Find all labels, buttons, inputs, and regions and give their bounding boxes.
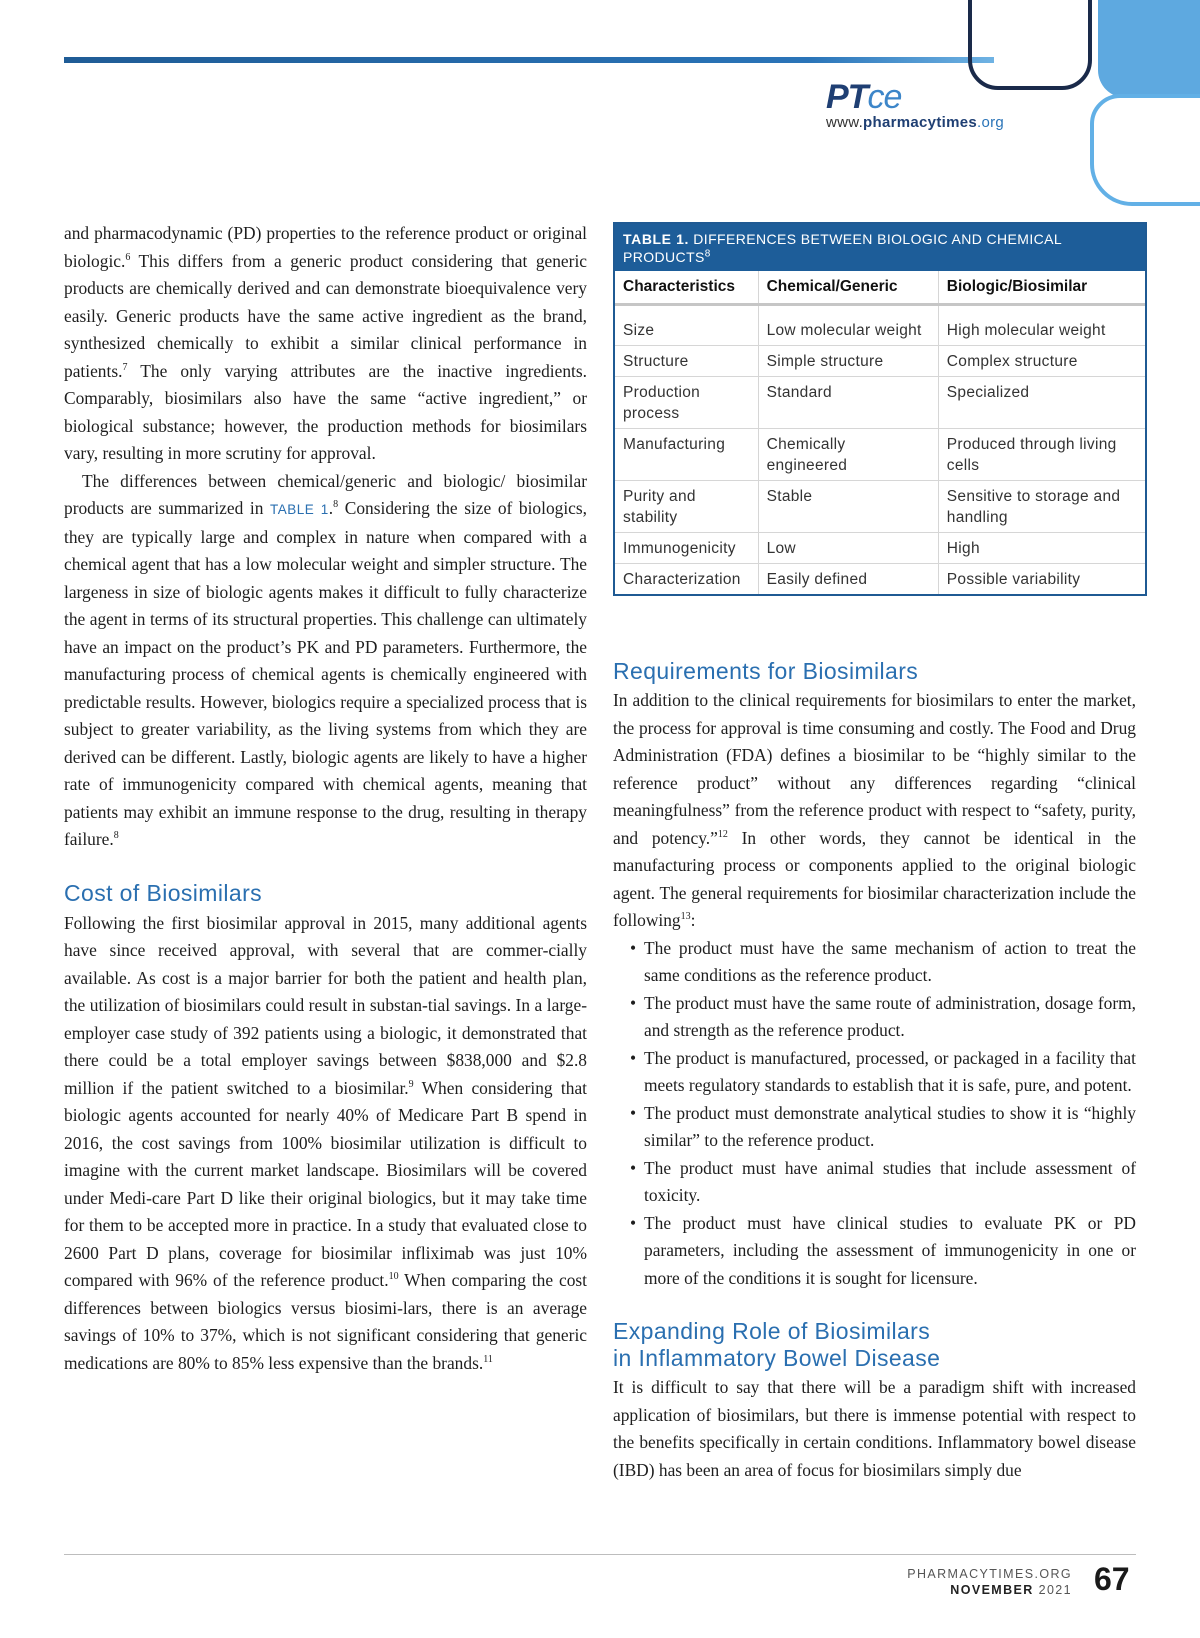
ptce-logo-mark: PTce [826,78,902,116]
requirements-list [613,935,1136,1293]
list-item: • The product must have the same route of administration, dosage form, and strength as the reference product. [630,990,1136,1045]
table-cell: Standard [758,377,938,429]
paragraph-requirements: In addition to the clinical requirements for biosimilars to enter the market, the process for approval is time consuming and costly. The Food and Drug Administration (FDA) defines a biosimilar to be “highly similar to the reference product” without any differences regarding “clinical meaningfulness” from the reference product with respect to “safety, purity, and potency.”$^{12}$ In other words, they cannot be identical in the manufacturing process or components applied to the original biologic agent. The general requirements for biosimilar characterization include the following$^{13}$: [613,690,1136,930]
table-caption: TABLE 1. DIFFERENCES BETWEEN BIOLOGIC AND CHEMICAL PRODUCTS$^8$ [615,224,1145,271]
footer-issue-date: NOVEMBER 2021 [950,1583,1072,1597]
table-header-row [615,271,1145,305]
table-row [615,564,1145,595]
table-cell: Low [758,533,938,564]
table-cell: High molecular weight [938,305,1145,346]
table-cell: Low molecular weight [758,305,938,346]
paragraph-cost: Following the first biosimilar approval in 2015, many additional agents have since received approval, with several that are commer-cially available. As cost is a major barrier for both the patient and health plan, the utilization of biosimilars could result in substan-tial savings. In a large-employer case study of 392 patients using a biologic, it demonstrated that there could be a total employer savings between $838,000 and $2.8 million if the patient switched to a biosimilar.$^9$ When considering that biologic agents accounted for nearly 40% of Medicare Part B spend in 2016, the cost savings from 100% biosimilar utilization is difficult to imagine with the current market landscape. Biosimilars will be covered under Medi-care Part D like their original biologics, but it may take time for them to be accepted more in practice. In a study that evaluated close to 2600 Part D plans, coverage for biosimilar infliximab was just 10% compared with 96% of the reference product.$^{10}$ When comparing the cost differences between biologics versus biosimi-lars, there is an average savings of 10% to 37%, which is not significant considering that generic medications are 80% to 85% less expensive than the brands.$^{11}$ [64,912,588,1373]
paragraph-pk-pd: and pharmacodynamic (PD) properties to the reference product or original biologic.$^6$ This differs from a generic product considering that generic products are chemically derived and can demonstrate bioequivalence very easily. Generic products have the same active ingredient as the brand, synthesized chemically to exhibit a similar clinical performance in patients.$^7$ The only varying attributes are the inactive ingredients. Comparably, biosimilars also have the same “active ingredient,” or biological substance; however, the production methods for biosimilars vary, resulting in more scrutiny for approval. [64,223,587,463]
table-reference-link[interactable]: TABLE 1 [270,502,329,517]
right-column [613,658,1136,1484]
heading-requirements: Requirements for Biosimilars [613,658,919,684]
table-cell: Possible variability [938,564,1145,595]
table-cell: Manufacturing [615,429,758,481]
table-cell: Purity and stability [615,481,758,533]
table-cell: High [938,533,1145,564]
table-cell: Specialized [938,377,1145,429]
table-cell: Chemically engineered [758,429,938,481]
table-row [615,481,1145,533]
table-cell: Complex structure [938,346,1145,377]
table-header-cell: Biologic/Biosimilar [938,271,1145,305]
table-row [615,346,1145,377]
table-cell: Produced through living cells [938,429,1145,481]
heading-expanding-role: Expanding Role of Biosimilars in Inflammatory Bowel Disease [613,1318,941,1371]
table-row [615,305,1145,346]
list-item: • The product must demonstrate analytical studies to show it is “highly similar” to the reference product. [630,1100,1136,1155]
table-header-cell: Characteristics [615,271,758,305]
footer-rule [64,1554,1136,1555]
table-cell: Sensitive to storage and handling [938,481,1145,533]
table-cell: Size [615,305,758,346]
table-cell: Production process [615,377,758,429]
pharmacy-times-logo [826,78,1046,132]
list-item: • The product must have the same mechanism of action to treat the same conditions as the reference product. [630,935,1136,990]
heading-cost-of-biosimilars: Cost of Biosimilars [64,879,263,906]
list-item: • The product must have clinical studies to evaluate PK or PD parameters, including the assessment of immunogenicity in one or more of the conditions it is sought for licensure. [630,1210,1136,1293]
comparison-table [615,271,1145,594]
list-item: • The product must have animal studies that include assessment of toxicity. [630,1155,1136,1210]
paragraph-differences: The differences between chemical/generic and biologic/ biosimilar products are summarized in TABLE 1.$^8$ Considering the size of biologics, they are typically large and complex in nature when compared with a chemical agent that has a low molecular weight and simpler structure. The largeness in size of biologic agents makes it difficult to fully characterize the agent in terms of its structural properties. This challenge can ultimately have an impact on the product’s PK and PD parameters. Furthermore, the manufacturing process of chemical agents is chemically engineered with predictable results. However, biologics require a specialized process that is subject to greater variability, as the living systems from which they are derived can be different. Lastly, biologic agents are likely to have a higher rate of immunogenicity compared with chemical agents, meaning that patients may exhibit an immune response to the drug, resulting in therapy failure.$^8$ [64,470,588,849]
header-rule [64,57,994,63]
paragraph-ibd: It is difficult to say that there will be a paradigm shift with increased application of biosimilars, but there is immense potential with respect to the benefits specifically in certain conditions. Inflammatory bowel disease (IBD) has been an area of focus for biosimilars simply due [613,1377,1136,1480]
table-1 [613,222,1147,596]
table-row [615,533,1145,564]
page-number: 67 [1094,1561,1130,1597]
footer-site: PHARMACYTIMES.ORG [907,1567,1072,1581]
table-row [615,429,1145,481]
left-column [64,220,587,1377]
table-header-cell: Chemical/Generic [758,271,938,305]
table-cell: Stable [758,481,938,533]
table-cell: Structure [615,346,758,377]
table-cell: Easily defined [758,564,938,595]
site-url: www.pharmacytimes.org [826,114,1005,131]
list-item: • The product is manufactured, processed, or packaged in a facility that meets regulatory standards to establish that it is safe, pure, and potent. [630,1045,1136,1100]
table-row [615,377,1145,429]
table-cell: Simple structure [758,346,938,377]
table-cell: Immunogenicity [615,533,758,564]
table-cell: Characterization [615,564,758,595]
